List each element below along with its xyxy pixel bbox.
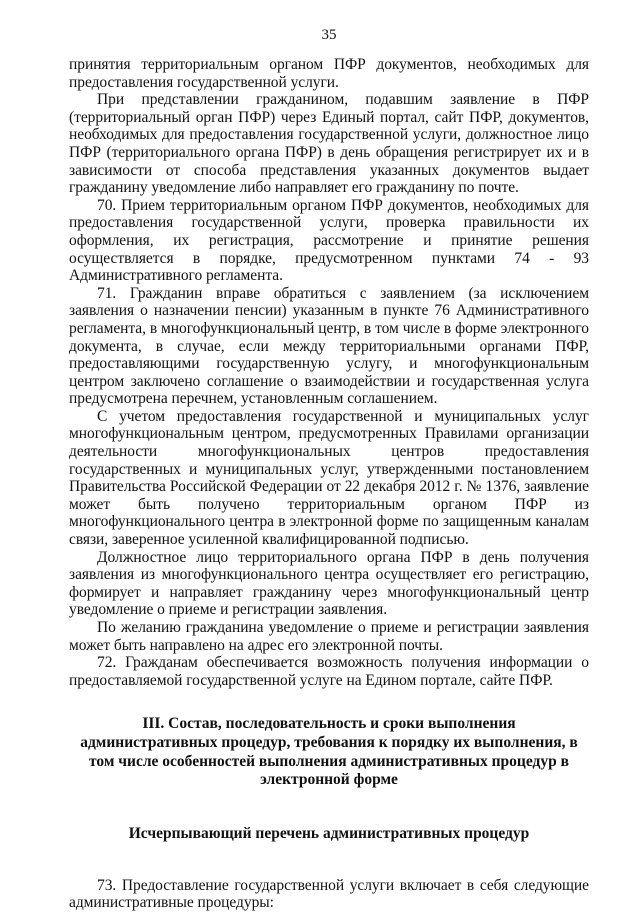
paragraph-portal-submission: При представлении гражданином, подавшим заявление в ПФР (территориальный орган ПФР) через Единый портал, сайт ПФР, документов, необходимых для предоставления государственной услуги, должностное лицо ПФР (территориального органа ПФР) в день обращения регистрирует их и в зависимости от способа представления указанных документов выдает гражданину уведомление либо направляет его гражданину по почте.	[69, 91, 589, 197]
document-page	[69, 26, 589, 912]
paragraph-73: 73. Предоставление государственной услуги включает в себя следующие административные процедуры:	[69, 876, 589, 912]
paragraph-continuation: принятия территориальным органом ПФР документов, необходимых для предоставления государственной услуги.	[69, 56, 589, 91]
paragraph-mfc-rules: С учетом предоставления государственной и муниципальных услуг многофункциональным центром, предусмотренных Правилами организации деятельности многофункциональных центров предоставления государственных и муниципальных услуг, утвержденными постановлением Правительства Российской Федерации от 22 декабря 2012 г. № 1376, заявление может быть получено территориальным органом ПФР из многофункционального центра в электронной форме по защищенным каналам связи, заверенное усиленной квалифицированной подписью.	[69, 407, 589, 549]
paragraph-email-notification: По желанию гражданина уведомление о приеме и регистрации заявления может быть направлено на адрес его электронной почты.	[69, 619, 589, 654]
paragraph-72: 72. Гражданам обеспечивается возможность получения информации о предоставляемой государственной услуге на Едином портале, сайте ПФР.	[69, 654, 589, 689]
page-number: 35	[321, 27, 337, 43]
subsection-title: Исчерпывающий перечень административных процедур	[128, 824, 530, 842]
section-title: III. Состав, последовательность и сроки выполнения административных процедур, требования к порядку их выполнения, в том числе особенностей выполнения административных процедур в электронной форме	[80, 715, 578, 789]
paragraph-70: 70. Прием территориальным органом ПФР документов, необходимых для предоставления государственной услуги, проверка правильности их оформления, их регистрация, рассмотрение и принятие решения осуществляется в порядке, предусмотренном пунктами 74 - 93 Административного регламента.	[69, 196, 589, 285]
paragraph-71: 71. Гражданин вправе обратиться с заявлением (за исключением заявления о назначении пенсии) указанным в пункте 76 Административного регламента, в многофункциональный центр, в том числе в форме электронного документа, в случае, если между территориальными органами ПФР, предоставляющими государственную услугу, и многофункциональным центром заключено соглашение о взаимодействии и государственная услуга предусмотрена перечнем, установленным соглашением.	[69, 284, 589, 408]
paragraph-official-registration: Должностное лицо территориального органа ПФР в день получения заявления из многофункционального центра осуществляет его регистрацию, формирует и направляет гражданину через многофункциональный центр уведомление о приеме и регистрации заявления.	[69, 548, 589, 619]
